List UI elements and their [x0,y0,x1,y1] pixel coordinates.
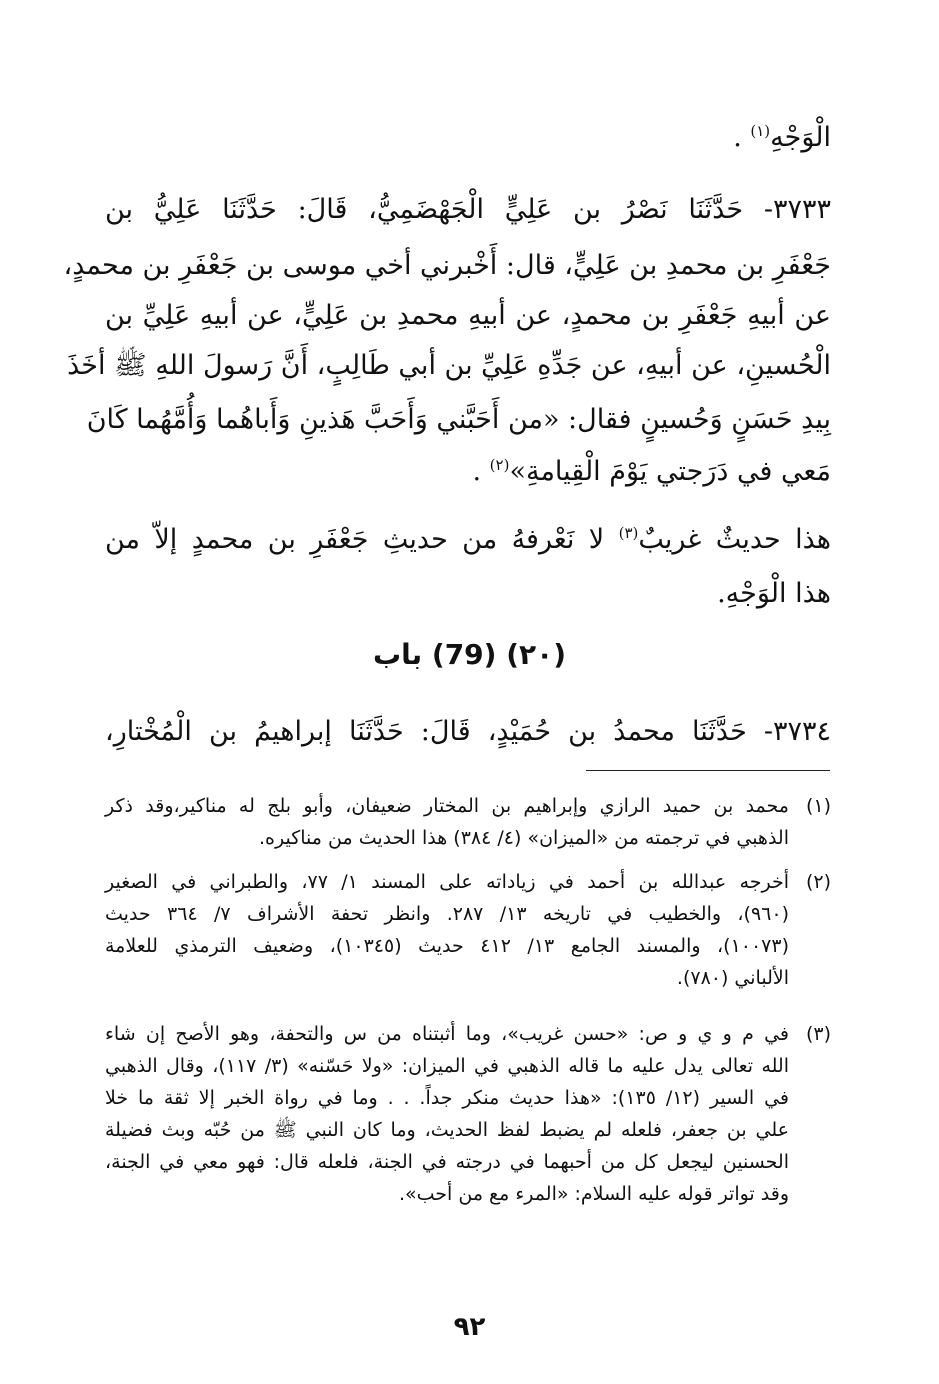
commentary-line-2: هذا الْوَجْهِ. [717,578,831,609]
hadith-3733-line-1: ٣٧٣٣- حَدَّثَنَا نَصْرُ بن عَلِيٍّ الْجَهْضَمِيُّ، قَالَ: حَدَّثَنَا عَلِيُّ بن [105,194,831,225]
chapter-heading: (٢٠) (79) باب [372,638,566,671]
commentary-line-1: هذا حديثٌ غريبٌ$^{(٣)}$ لا نَعْرفهُ من حديثِ جَعْفَرِ بن محمدٍ إلاّ من [105,524,832,555]
footnote-line: وقد تواتر قوله عليه السلام: «المرء مع من أحب». [398,1183,789,1205]
footnote-number: (١) [805,795,831,817]
footnote-line: الذهبي في ترجمته من «الميزان» (٤/ ٣٨٤) هذا الحديث من مناكيره. [259,827,789,849]
footnote-separator [586,770,830,771]
footnote-1 [105,790,831,854]
hadith-3733-line-3: عن أبيهِ جَعْفَرِ بن محمدٍ، عن أبيهِ محمدِ بن عَلِيٍّ، عن أبيهِ عَلِيِّ بن [105,300,831,331]
hadith-3733-line-4: الْحُسينِ، عن أبيهِ، عن جَدِّهِ عَلِيِّ بن أبي طَالِبٍ، أَنَّ رَسولَ اللهِ ﷺ أخَذَ [67,350,831,381]
footnote-line: الحسنين ليجعل كل من أحبهما في درجته في الجنة، فلعله قال: فهو معي في الجنة، [105,1151,789,1173]
hadith-3733-line-5: بِيدِ حَسَنٍ وَحُسينٍ فقال: «من أَحَبَّني وَأَحَبَّ هَذينِ وَأَباهُما وَأُمَّهُما كَانَ [86,404,831,435]
footnote-line: (٩٦٠)، والخطيب في تاريخه ١٣/ ٢٨٧. وانظر تحفة الأشراف ٧/ ٣٦٤ حديث [105,903,789,925]
footnote-line: الألباني (٧٨٠). [676,967,789,989]
page-number: ٩٢ [453,1312,486,1342]
footnote-line: محمد بن حميد الرازي وإبراهيم بن المختار ضعيفان، وأبو بلج له مناكير،وقد ذكر [105,795,789,817]
footnote-line: في السير (١٢/ ١٣٥): «هذا حديث منكر جداً. . . وما في رواة الخبر إلا ثقة ما خلا [105,1087,789,1109]
footnote-2 [105,866,831,994]
footnote-line: الله تعالى يدل عليه ما قاله الذهبي في الميزان: «ولا حَسّنه» (٣/ ١١٧)، وقال الذهبي [105,1055,790,1077]
hadith-3734-line-1: ٣٧٣٤- حَدَّثَنَا محمدُ بن حُمَيْدٍ، قَالَ: حَدَّثَنَا إبراهيمُ بن الْمُخْتارِ، [105,716,831,747]
footnote-line: (١٠٠٧٣)، والمسند الجامع ١٣/ ٤١٢ حديث (١٠٣٤٥)، وضعيف الترمذي للعلامة [105,935,790,957]
footnote-line: في م و ي و ص: «حسن غريب»، وما أثبتناه من س والتحفة، وهو الأصح إن شاء [105,1023,789,1045]
footnote-line: علي بن جعفر، فلعله لم يضبط لفظ الحديث، وما كان النبي ﷺ من حُبّه وبث فضيلة [105,1119,789,1141]
footnote-ref-1: (١) [750,122,771,140]
hadith-3733-line-2: جَعْفَرِ بن محمدِ بن عَلِيٍّ، قال: أَخْبرني أخي موسى بن جَعْفَرِ بن محمدٍ، [63,250,831,281]
footnote-number: (٣) [805,1023,831,1045]
footnote-number: (٢) [805,871,831,893]
footnote-line: أخرجه عبدالله بن أحمد في زياداته على المسند ١/ ٧٧، والطبراني في الصغير [105,871,790,893]
hadith-3733-line-6: مَعي في دَرَجتي يَوْمَ الْقِيامةِ»$^{(٢)}$ . [472,456,831,487]
footnote-ref-2: (٢) [489,456,510,474]
text-line-1: الْوَجْهِ$^{(١)}$ . [733,122,831,153]
footnote-3 [105,1018,831,1210]
footnote-ref-3: (٣) [618,524,639,542]
